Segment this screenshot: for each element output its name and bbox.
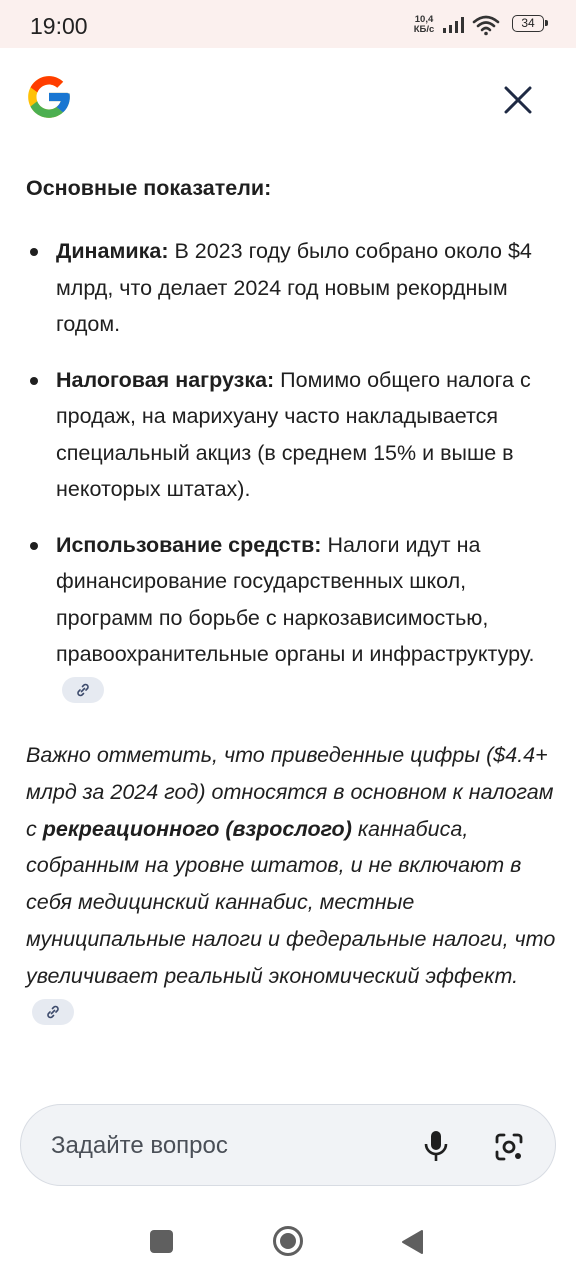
ask-input[interactable] — [20, 1104, 556, 1186]
list-item — [26, 527, 556, 710]
note-emphasis: рекреационного (взрослого) — [42, 816, 352, 841]
status-time: 19:00 — [30, 13, 88, 39]
close-icon[interactable] — [496, 78, 540, 122]
signal-icon — [442, 16, 466, 34]
recents-icon[interactable] — [150, 1230, 173, 1253]
note-text: каннабиса, собранным на уровне штатов, и не включают в себя медицинский каннабис, местные муниципальные налоги и федеральные налоги, что увеличивает реальный экономический эффект. — [26, 816, 556, 988]
source-link-chip[interactable] — [32, 999, 74, 1025]
lens-icon[interactable] — [493, 1131, 525, 1163]
ask-placeholder: Задайте вопрос — [51, 1132, 228, 1159]
list-item — [26, 233, 556, 343]
note-paragraph — [26, 737, 556, 1031]
mic-icon[interactable] — [421, 1129, 451, 1163]
status-icons — [388, 12, 548, 38]
battery-icon: 34 — [512, 15, 544, 32]
list-item — [26, 362, 556, 508]
bullet-text: Помимо общего налога с продаж, на марихуану часто накладывается специальный акциз (в среднем 15% и выше в некоторых штатах). — [56, 367, 531, 501]
note-text: Важно отметить, что приведенные цифры ($4.4+ млрд за 2024 год) относятся в основном к налогам с — [26, 743, 554, 841]
bullet-text: В 2023 году было собрано около $4 млрд, что делает 2024 год новым рекордным годом. — [56, 239, 532, 336]
bullet-term: Налоговая нагрузка: — [56, 367, 275, 392]
source-link-chip[interactable] — [62, 677, 104, 703]
network-speed-unit: КБ/с — [413, 24, 435, 35]
network-speed — [410, 15, 438, 35]
bullet-term: Динамика: — [56, 239, 169, 263]
google-logo — [24, 72, 74, 122]
bullet-term: Использование средств: — [56, 532, 322, 557]
back-icon[interactable] — [400, 1229, 424, 1255]
system-nav-bar — [0, 1200, 576, 1280]
link-icon — [45, 1004, 61, 1020]
home-icon[interactable] — [272, 1225, 304, 1257]
section-heading: Основные показатели: — [26, 176, 272, 200]
status-bar — [0, 0, 576, 48]
key-points-list — [26, 233, 556, 728]
wifi-icon — [472, 14, 500, 36]
link-icon — [75, 682, 91, 698]
bullet-text: Налоги идут на финансирование государственных школ, программ по борьбе с наркозависимостью, правоохранительные органы и инфраструктуру. — [56, 532, 535, 666]
network-speed-value: 10,4 — [414, 14, 434, 25]
